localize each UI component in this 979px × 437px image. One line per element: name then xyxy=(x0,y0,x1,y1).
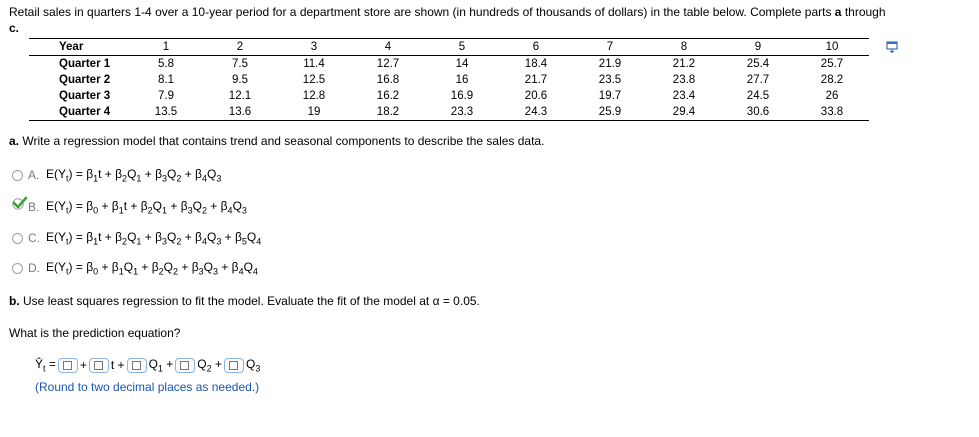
data-cell: 16.2 xyxy=(376,90,400,102)
data-cell: 13.6 xyxy=(203,104,277,121)
data-cell: 28.2 xyxy=(820,74,844,86)
table-header-row xyxy=(29,39,869,56)
sales-table xyxy=(29,38,869,121)
option-c[interactable] xyxy=(12,229,261,247)
header-label: Year xyxy=(29,39,129,56)
data-cell: 33.8 xyxy=(795,104,869,121)
equation-d: $E(Y_t) = \beta_0 + \beta_1Q_1 + \beta_2Q_2 + \beta_3Q_3 + \beta_4Q_4$ xyxy=(46,259,258,277)
year-cell: 1 xyxy=(129,39,203,56)
data-cell: 16.9 xyxy=(450,90,474,102)
equation-c: $E(Y_t) = \beta_1t + \beta_2Q_1 + \beta_3Q_2 + \beta_4Q_3 + \beta_5Q_4$ xyxy=(46,229,262,247)
prediction-equation xyxy=(35,357,260,373)
row-label: Quarter 2 xyxy=(59,74,111,86)
data-cell: 16 xyxy=(455,74,469,86)
data-cell: 20.6 xyxy=(524,90,548,102)
q2-coef-input[interactable] xyxy=(175,358,195,373)
data-cell: 25.9 xyxy=(573,104,647,121)
radio-option-d[interactable] xyxy=(12,263,23,274)
option-letter: A. xyxy=(28,168,40,182)
data-cell: 24.3 xyxy=(499,104,573,121)
data-cell: 12.7 xyxy=(376,58,400,70)
rounding-note: (Round to two decimal places as needed.) xyxy=(35,380,260,394)
plus-sign: + xyxy=(79,358,87,373)
year-cell: 5 xyxy=(425,39,499,56)
option-letter: C. xyxy=(28,231,40,245)
data-cell: 16.8 xyxy=(376,74,400,86)
q3-term: $Q_3$ xyxy=(245,357,261,374)
option-a[interactable] xyxy=(12,166,221,184)
radio-option-c[interactable] xyxy=(12,233,23,244)
option-letter: D. xyxy=(28,261,40,275)
radio-option-b[interactable] xyxy=(12,202,23,213)
table-row xyxy=(29,88,869,104)
data-cell: 18.4 xyxy=(524,58,548,70)
data-cell: 29.4 xyxy=(647,104,721,121)
year-cell: 7 xyxy=(573,39,647,56)
row-label: Quarter 3 xyxy=(59,90,111,102)
year-cell: 10 xyxy=(795,39,869,56)
data-cell: 13.5 xyxy=(129,104,203,121)
option-letter: B. xyxy=(28,200,40,214)
data-cell: 30.6 xyxy=(721,104,795,121)
t-term: t + xyxy=(110,358,125,373)
data-cell: 21.9 xyxy=(598,58,622,70)
data-cell: 24.5 xyxy=(746,90,770,102)
data-cell: 23.8 xyxy=(672,74,696,86)
data-cell: 12.8 xyxy=(302,90,326,102)
radio-option-a[interactable] xyxy=(12,170,23,181)
data-cell: 7.5 xyxy=(232,58,248,70)
data-cell: 23.4 xyxy=(672,90,696,102)
data-cell: 11.4 xyxy=(303,58,325,70)
year-cell: 8 xyxy=(647,39,721,56)
data-cell: 18.2 xyxy=(351,104,425,121)
row-label: Quarter 1 xyxy=(59,58,111,70)
table-row xyxy=(29,72,869,88)
data-cell: 26 xyxy=(825,90,839,102)
data-cell: 9.5 xyxy=(232,74,248,86)
data-cell: 14 xyxy=(455,58,469,70)
copy-table-icon[interactable] xyxy=(886,41,902,53)
q1-term: $Q_1$ + xyxy=(148,357,174,374)
table-row xyxy=(29,56,869,73)
data-cell: 8.1 xyxy=(158,74,174,86)
data-cell: 12.1 xyxy=(228,90,252,102)
year-cell: 9 xyxy=(721,39,795,56)
data-cell: 21.7 xyxy=(524,74,548,86)
q2-term: $Q_2$ + xyxy=(197,357,222,374)
data-cell: 27.7 xyxy=(746,74,770,86)
part-b-question: b. Use least squares regression to fit the model. Evaluate the fit of the model at α = 0.05. xyxy=(9,294,480,308)
q3-coef-input[interactable] xyxy=(224,358,244,373)
data-cell: 5.8 xyxy=(158,58,174,70)
q1-coef-input[interactable] xyxy=(127,358,147,373)
data-cell: 23.5 xyxy=(598,74,622,86)
equation-a: $E(Y_t) = \beta_1t + \beta_2Q_1 + \beta_3Q_2 + \beta_4Q_3$ xyxy=(46,166,222,184)
problem-intro: Retail sales in quarters 1-4 over a 10-year period for a department store are shown (in hundreds of thousands of dollars) in the table below. Complete parts a through c. xyxy=(9,5,886,35)
part-a-question: a. Write a regression model that contains trend and seasonal components to describe the sales data. xyxy=(9,134,545,148)
data-cell: 7.9 xyxy=(158,90,174,102)
data-cell: 23.3 xyxy=(425,104,499,121)
intercept-input[interactable] xyxy=(58,358,78,373)
row-label: Quarter 4 xyxy=(29,104,129,121)
data-cell: 19.7 xyxy=(598,90,622,102)
year-cell: 3 xyxy=(277,39,351,56)
option-b[interactable] xyxy=(12,198,247,216)
data-cell: 25.4 xyxy=(746,58,770,70)
trend-coef-input[interactable] xyxy=(89,358,109,373)
year-cell: 2 xyxy=(203,39,277,56)
option-d[interactable] xyxy=(12,259,258,277)
year-cell: 4 xyxy=(351,39,425,56)
data-cell: 21.2 xyxy=(672,58,696,70)
data-cell: 25.7 xyxy=(820,58,844,70)
data-cell: 19 xyxy=(277,104,351,121)
prediction-prompt: What is the prediction equation? xyxy=(9,326,181,340)
table-row xyxy=(29,104,869,121)
y-hat-label: $Ŷ_t$ = xyxy=(35,357,56,374)
year-cell: 6 xyxy=(499,39,573,56)
data-cell: 12.5 xyxy=(302,74,326,86)
equation-b: $E(Y_t) = \beta_0 + \beta_1t + \beta_2Q_1 + \beta_3Q_2 + \beta_4Q_3$ xyxy=(46,198,247,216)
